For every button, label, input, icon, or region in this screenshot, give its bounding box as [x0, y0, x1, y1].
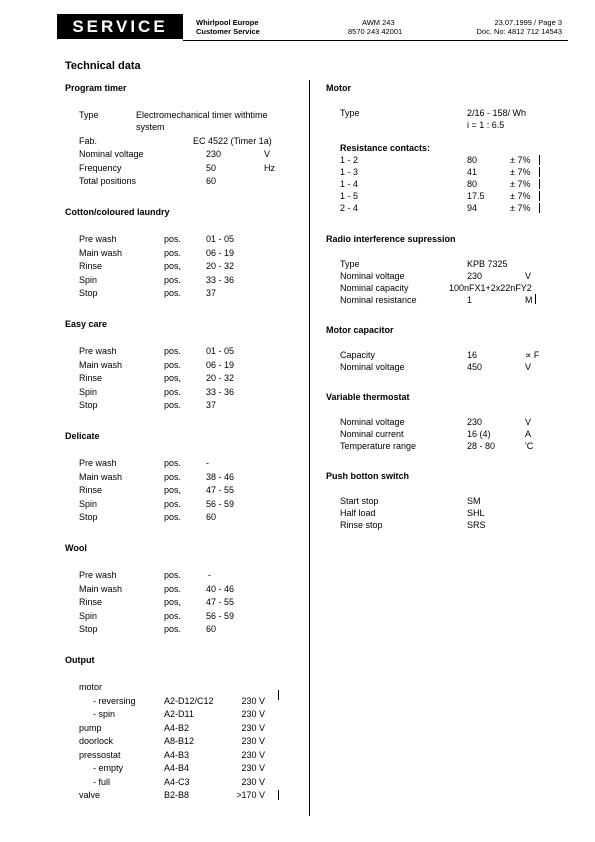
program-step-label: Main wash — [79, 583, 123, 594]
thermostat-row-label: Temperature range — [340, 441, 417, 451]
radio-row-value: KPB 7325 — [467, 259, 508, 269]
resistance-value: 94 — [467, 203, 478, 213]
radio-row-unit: M — [525, 295, 533, 305]
radio-row-label: Type — [340, 259, 360, 269]
resistance-bracket-bar — [539, 179, 540, 189]
header-rule — [183, 40, 568, 41]
timer-fab-value: EC 4522 (Timer 1a) — [193, 136, 272, 146]
program-step-pos: pos. — [164, 288, 182, 298]
capacitor-row-value: 450 — [467, 362, 483, 372]
section-heading-program: Wool — [65, 543, 87, 553]
program-step-range: 38 - 46 — [206, 471, 235, 482]
resistance-value: 80 — [467, 155, 478, 165]
resistance-tolerance: ± 7% — [510, 203, 531, 213]
program-step-pos: pos. — [164, 247, 182, 258]
program-step-pos: pos. — [164, 346, 182, 356]
program-step-label: Rinse — [79, 373, 103, 383]
program-step-label: Spin — [79, 386, 98, 397]
radio-row-value: 100nFX1+2x22nFY2 — [449, 283, 532, 293]
motor-type-value: 2/16 - 158/ Wh — [467, 108, 527, 118]
program-step-pos: pos, — [164, 597, 182, 607]
section-heading-program-timer: Program timer — [65, 83, 127, 93]
program-step-range: 33 - 36 — [206, 274, 235, 285]
output-row-voltage: 230 V — [241, 736, 265, 746]
resistance-tolerance: ± 7% — [510, 179, 531, 189]
output-row-voltage: 230 V — [241, 722, 265, 733]
section-heading-program: Easy care — [65, 319, 108, 329]
program-step-label: Rinse — [79, 485, 103, 495]
thermostat-row-unit: A — [525, 429, 532, 439]
program-step-pos: pos. — [164, 234, 182, 244]
section-heading-push-switch: Push botton switch — [326, 471, 409, 481]
program-step-pos: pos, — [164, 485, 182, 495]
radio-row-label: Nominal voltage — [340, 271, 405, 281]
output-row-label: valve — [79, 790, 101, 800]
thermostat-row-label: Nominal current — [340, 429, 404, 439]
program-step-label: Main wash — [79, 359, 123, 370]
output-row-code: A4-B4 — [164, 763, 190, 773]
program-step-label: Pre wash — [79, 570, 117, 580]
output-bracket-bar — [278, 690, 279, 700]
output-row-label: pump — [79, 722, 102, 733]
resistance-bracket-bar — [539, 191, 540, 201]
output-bracket-bar — [278, 790, 279, 800]
program-step-pos: pos. — [164, 610, 182, 621]
output-row-label: - full — [93, 776, 111, 787]
section-heading-thermostat: Variable thermostat — [326, 392, 410, 402]
radio-bracket-bar — [535, 294, 536, 304]
service-banner: SERVICE — [57, 14, 183, 39]
program-step-range: 47 - 55 — [206, 597, 235, 607]
resistance-label: 1 - 3 — [340, 167, 359, 177]
resistance-label: 1 - 5 — [340, 191, 359, 201]
output-row-label: pressostat — [79, 749, 121, 760]
resistance-value: 80 — [467, 179, 478, 189]
thermostat-row-value: 230 — [467, 417, 483, 427]
program-step-range: 40 - 46 — [206, 583, 235, 594]
resistance-bracket-bar — [539, 155, 540, 165]
program-step-pos: pos, — [164, 261, 182, 271]
output-row-label: doorlock — [79, 736, 114, 746]
resistance-bracket-bar — [539, 203, 540, 213]
resistance-tolerance: ± 7% — [510, 155, 531, 165]
timer-type-value: Electromechanical timer withtime — [136, 110, 268, 120]
program-step-pos: pos. — [164, 386, 182, 397]
program-step-range: - — [208, 570, 211, 580]
header-code: 8570 243 42001 — [348, 27, 403, 36]
resistance-label: 1 - 4 — [340, 179, 359, 189]
output-row-voltage: 230 V — [241, 695, 265, 706]
program-step-label: Spin — [79, 274, 98, 285]
output-row-label: - reversing — [93, 695, 136, 706]
timer-row-unit: V — [264, 149, 271, 159]
section-heading-capacitor: Motor capacitor — [326, 325, 394, 335]
program-step-label: Spin — [79, 498, 98, 509]
timer-row-value: 60 — [206, 176, 217, 186]
resistance-heading: Resistance contacts: — [340, 143, 431, 153]
header-model: AWM 243 — [362, 18, 395, 27]
program-step-range: 06 - 19 — [206, 247, 235, 258]
program-step-range: 20 - 32 — [206, 261, 235, 271]
program-step-range: 37 — [206, 400, 217, 410]
program-step-label: Spin — [79, 610, 98, 621]
program-step-label: Rinse — [79, 597, 103, 607]
output-row-code: A4-C3 — [164, 776, 190, 787]
header-company: Whirlpool Europe — [196, 18, 259, 27]
capacitor-row-value: 16 — [467, 350, 478, 360]
section-heading-radio: Radio interference supression — [326, 234, 456, 244]
output-row-voltage: 230 V — [241, 709, 265, 719]
capacitor-row-unit: ∝ F — [525, 350, 540, 360]
resistance-tolerance: ± 7% — [510, 167, 531, 177]
program-step-pos: pos. — [164, 624, 182, 634]
output-row-label: motor — [79, 682, 103, 692]
program-step-label: Main wash — [79, 247, 123, 258]
program-step-range: - — [206, 458, 209, 468]
header-doc: Doc. No: 4812 712 14543 — [476, 27, 562, 36]
output-row-voltage: 230 V — [241, 776, 265, 787]
program-step-range: 33 - 36 — [206, 386, 235, 397]
program-step-pos: pos. — [164, 458, 182, 468]
program-step-pos: pos. — [164, 471, 182, 482]
radio-row-value: 1 — [467, 295, 473, 305]
program-step-pos: pos. — [164, 570, 182, 580]
output-row-voltage: 230 V — [241, 763, 265, 773]
program-step-label: Rinse — [79, 261, 103, 271]
program-step-range: 37 — [206, 288, 217, 298]
radio-row-unit: V — [525, 271, 532, 281]
program-step-label: Stop — [79, 400, 98, 410]
resistance-label: 1 - 2 — [340, 155, 359, 165]
program-step-range: 60 — [206, 624, 217, 634]
program-step-label: Pre wash — [79, 234, 117, 244]
thermostat-row-unit: 'C — [525, 441, 534, 451]
resistance-value: 41 — [467, 167, 478, 177]
program-step-range: 56 - 59 — [206, 498, 235, 509]
output-row-label: - spin — [93, 709, 116, 719]
program-step-pos: pos. — [164, 512, 182, 522]
program-step-label: Stop — [79, 512, 98, 522]
header-date: 23.07.1999 / Page 3 — [494, 18, 562, 27]
push-switch-label: Half load — [340, 508, 376, 518]
motor-ratio: i = 1 : 6.5 — [467, 120, 505, 130]
program-step-label: Main wash — [79, 471, 123, 482]
timer-type-value-cont: system — [136, 122, 165, 132]
capacitor-row-unit: V — [525, 362, 532, 372]
push-switch-label: Rinse stop — [340, 520, 383, 530]
program-step-range: 01 - 05 — [206, 346, 235, 356]
program-step-range: 06 - 19 — [206, 359, 235, 370]
output-row-voltage: 230 V — [241, 749, 265, 760]
header-dept: Customer Service — [196, 27, 260, 36]
program-step-pos: pos. — [164, 400, 182, 410]
section-heading-program: Cotton/coloured laundry — [65, 207, 170, 217]
program-step-label: Pre wash — [79, 458, 117, 468]
push-switch-code: SRS — [467, 520, 486, 530]
program-step-range: 01 - 05 — [206, 234, 235, 244]
timer-row-value: 230 — [206, 149, 222, 159]
output-row-label: - empty — [93, 763, 124, 773]
output-row-code: A2-D11 — [164, 709, 194, 719]
section-heading-motor: Motor — [326, 83, 351, 93]
program-step-pos: pos. — [164, 498, 182, 509]
section-heading-program: Delicate — [65, 431, 100, 441]
program-step-label: Pre wash — [79, 346, 117, 356]
output-row-code: A8-B12 — [164, 736, 195, 746]
timer-row-value: 50 — [206, 162, 217, 173]
resistance-bracket-bar — [539, 167, 540, 177]
program-step-range: 47 - 55 — [206, 485, 235, 495]
program-step-label: Stop — [79, 624, 98, 634]
column-divider — [309, 80, 310, 816]
program-step-pos: pos. — [164, 274, 182, 285]
timer-row-unit: Hz — [264, 162, 275, 173]
capacitor-row-label: Capacity — [340, 350, 376, 360]
timer-row-label: Frequency — [79, 162, 122, 173]
program-step-range: 20 - 32 — [206, 373, 235, 383]
timer-row-label: Total positions — [79, 176, 137, 186]
motor-type-label: Type — [340, 108, 360, 118]
output-row-code: A2-D12/C12 — [164, 695, 214, 706]
timer-fab-label: Fab. — [79, 136, 98, 146]
program-step-pos: pos, — [164, 373, 182, 383]
thermostat-row-value: 16 (4) — [467, 429, 491, 439]
program-step-pos: pos. — [164, 583, 182, 594]
push-switch-code: SM — [467, 496, 481, 506]
timer-type-label: Type — [79, 110, 99, 120]
radio-row-value: 230 — [467, 271, 483, 281]
radio-row-label: Nominal capacity — [340, 283, 409, 293]
page-title: Technical data — [65, 60, 141, 72]
push-switch-code: SHL — [467, 508, 485, 518]
radio-row-label: Nominal resistance — [340, 295, 417, 305]
thermostat-row-unit: V — [525, 417, 532, 427]
capacitor-row-label: Nominal voltage — [340, 362, 405, 372]
program-step-range: 60 — [206, 512, 217, 522]
section-heading-output: Output — [65, 655, 95, 665]
output-row-code: A4-B2 — [164, 722, 190, 733]
output-row-code: A4-B3 — [164, 749, 190, 760]
output-row-code: B2-B8 — [164, 790, 190, 800]
output-row-voltage: >170 V — [236, 790, 265, 800]
resistance-label: 2 - 4 — [340, 203, 359, 213]
resistance-value: 17.5 — [467, 191, 485, 201]
push-switch-label: Start stop — [340, 496, 379, 506]
program-step-pos: pos. — [164, 359, 182, 370]
program-step-label: Stop — [79, 288, 98, 298]
thermostat-row-value: 28 - 80 — [467, 441, 496, 451]
program-step-range: 56 - 59 — [206, 610, 235, 621]
timer-row-label: Nominal voltage — [79, 149, 144, 159]
thermostat-row-label: Nominal voltage — [340, 417, 405, 427]
resistance-tolerance: ± 7% — [510, 191, 531, 201]
